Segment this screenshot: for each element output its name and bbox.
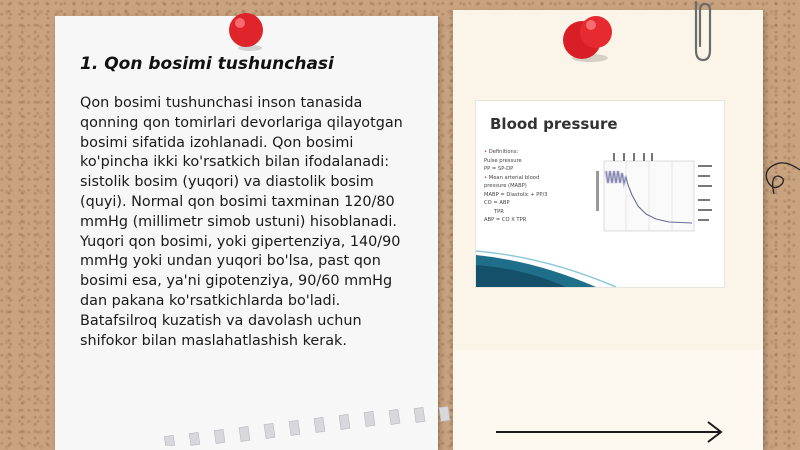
body-line: sistolik bosim (yuqori) va diastolik bosim [80,174,374,191]
note-body [80,94,430,351]
arrow-right-icon [494,420,726,444]
slide-item: PP = SP-DP [484,166,514,172]
slide-item: MABP = Diastolic + PP/3 [484,191,548,198]
slide-item: Pulse pressure [484,157,522,164]
push-pin-icon [558,8,622,66]
left-note-card [55,16,438,450]
body-line: mmHg yoki undan yuqori bo'lsa, past qon [80,253,381,270]
paper-clip-icon [686,0,716,64]
slide-thumbnail [475,100,725,288]
slide-item: CO = ABP [484,200,510,206]
body-line: ko'pincha ikki ko'rsatkich bilan ifodalanadi: [80,154,390,171]
string-curl-icon [756,150,800,200]
body-line: bosimi sifatida izohlanadi. Qon bosimi [80,134,354,151]
slide-wave-decoration [476,247,725,287]
slide-item: TPR [494,208,504,215]
slide-title: Blood pressure [490,115,618,133]
body-line: (quyi). Normal qon bosimi taxminan 120/80 [80,193,395,210]
slide-item: pressure (MABP) [484,183,527,189]
slide-list [484,149,594,226]
push-pin-icon [224,8,270,54]
spiral-binding [155,406,485,446]
slide-item: ABP = CO X TPR [484,217,527,223]
body-line: dan pakana ko'rsatkichlarda bo'ladi. [80,292,341,309]
body-line: qonning qon tomirlari devorlariga qilayotgan [80,114,403,131]
note-title: 1. Qon bosimi tushunchasi [80,54,334,74]
body-line: Yuqori qon bosimi, yoki gipertenziya, 140/90 [80,233,401,250]
slide-item: • Mean arterial blood [484,175,594,182]
body-line: shifokor bilan maslahatlashish kerak. [80,332,347,349]
slide-item: • Definitions: [484,149,594,156]
pressure-graph-image [594,151,719,241]
body-line: Qon bosimi tushunchasi inson tanasida [80,95,363,111]
body-line: Batafsilroq kuzatish va davolash uchun [80,312,362,329]
body-line: bosimi esa, ya'ni gipotenziya, 90/60 mmHg [80,273,393,290]
right-note-card [453,10,763,450]
body-line: mmHg (millimetr simob ustuni) hisoblanadi. [80,213,397,230]
